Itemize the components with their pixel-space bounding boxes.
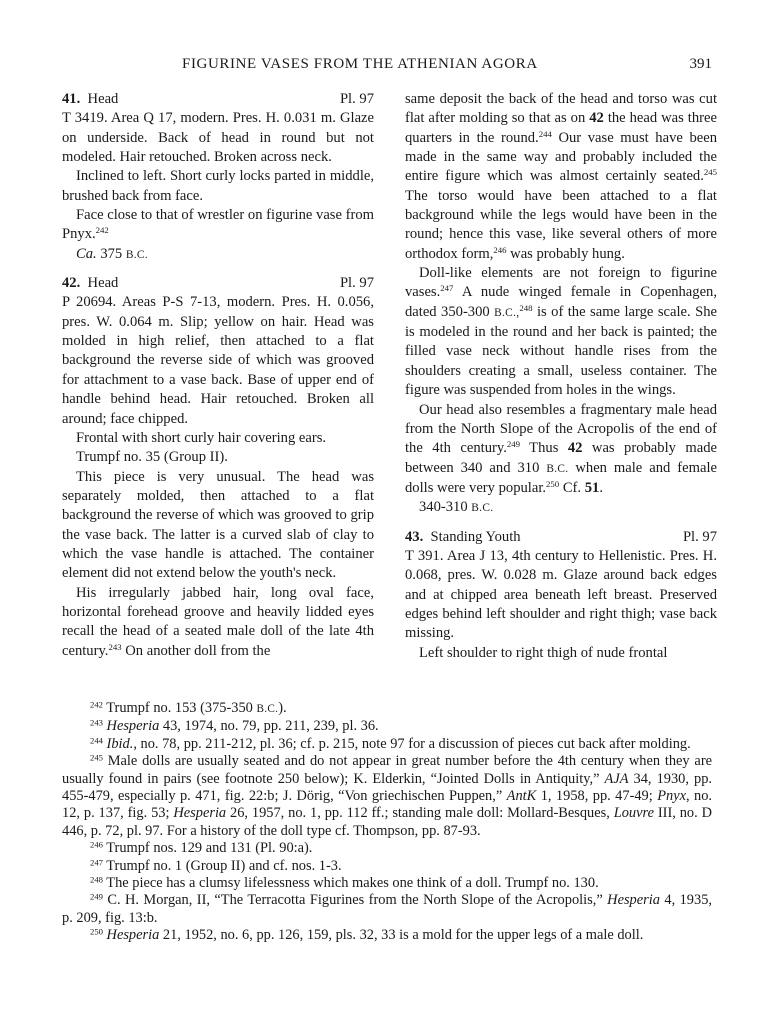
entry-42-continued-paragraph: same deposit the back of the head and torso was cut flat after molding so that as on 42 the head was three quarters in the round.$^{244}$ Our vase must have been made in the same way and probably included the entire figure which was almost certainly seated.$^{245}$ The torso would have been attached to a flat background while the legs would have been in the round; hence this vase, like several others of more orthodox form,$^{246}$ was probably hung. [405,91,717,262]
footnote-245: $^{245}$ Male dolls are usually seated and do not appear in great number before the 4th century when they are usually found in pairs (see footnote 250 below); K. Elderkin, “Jointed Dolls in Antiquity,” AJA 34, 1930, pp. 455-479, especially p. 471, fig. 22:b; J. Dörig, “Von griechischen Puppen,” AntK 1, 1958, pp. 47-49; Pnyx, no. 12, p. 137, fig. 53; Hesperia 26, 1957, no. 1, pp. 112 ff.; standing male doll: Mollard-Besques, Louvre III, no. D 446, p. 72, pl. 97. For a history of the doll type cf. Thompson, pp. 87-93. [62,752,712,839]
entry-43-description: T 391. Area J 13, 4th century to Hellenistic. Pres. H. 0.068, pres. W. 0.028 m. Glaze around back edges and at chipped area beneath left breast. Preserved edges behind left shoulder and right thigh; vase back missing. [405,547,717,642]
entry-42-paragraph: Our head also resembles a fragmentary male head from the North Slope of the Acropolis of the end of the 4th century.$^{249}$ Thus 42 was probably made between 340 and 310 B.C. when male and female dolls were very popular.$^{250}$ Cf. 51. [405,401,717,496]
entry-42-paragraph: Frontal with short curly hair covering ears. [76,429,327,446]
plate-reference: Pl. 97 [339,275,374,292]
footnote-248: $^{248}$ The piece has a clumsy lifelessness which makes one think of a doll. Trumpf no. 130. [90,874,599,892]
footnote-ref: 243 [108,641,122,652]
entry-42-paragraph: His irregularly jabbed hair, long oval face, horizontal forehead groove and heavily lidded eyes recall the head of a seated male doll of the late 4th century.$^{243}$ On another doll from the [62,584,374,659]
footnote-244: $^{244}$ Ibid., no. 78, pp. 211-212, pl. 36; cf. p. 215, note 97 for a discussion of pieces cut back after molding. [90,735,691,752]
entry-41-paragraph: Face close to that of wrestler on figurine vase from Pnyx.$^{242}$ [62,207,374,243]
entry-41-description: T 3419. Area Q 17, modern. Pres. H. 0.031 m. Glaze on underside. Back of head in round but not modeled. Hair retouched. Broken across neck. [62,110,374,166]
footnote-246: $^{246}$ Trumpf nos. 129 and 131 (Pl. 90:a). [90,839,313,857]
footnote-ref: 247 [440,283,454,294]
footnote-ref: 244 [538,128,552,139]
footnote-ref: 242 [95,225,109,236]
entry-41-heading [62,90,374,109]
cross-reference: 42 [589,110,604,127]
entry-title: Head [87,91,119,107]
entry-42-paragraph: Trumpf no. 35 (Group II). [76,449,228,466]
entry-number: 41. [62,91,81,107]
entry-42-paragraph: Doll-like elements are not foreign to figurine vases.$^{247}$ A nude winged female in Copenhagen, dated 350-300 B.C.,$^{248}$ is of the same large scale. She is modeled in the round and her back is painted; the filled vase neck without handle rises from the shoulders creating a small, useless container. The figure was suspended from holes in the wings. [405,265,717,399]
footnote-247: $^{247}$ Trumpf no. 1 (Group II) and cf. nos. 1-3. [90,856,342,874]
entry-number: 43. [405,528,424,545]
entry-43-heading [405,528,717,547]
footnote-ref: 246 [493,244,507,255]
entry-41-date: Ca. 375 B.C. [76,245,148,262]
page-number: 391 [689,56,712,72]
footnote-242: $^{242}$ Trumpf no. 153 (375-350 B.C.). [90,699,287,716]
footnote-249: $^{249}$ C. H. Morgan, II, “The Terracotta Figurines from the North Slope of the Acropolis,” Hesperia 4, 1935, p. 209, fig. 13:b. [62,891,712,926]
footnote-ref: 249 [506,439,520,450]
page-header [62,56,712,80]
cross-reference: 42 [567,440,583,457]
entry-title: Standing Youth [430,528,521,545]
entry-number: 42. [62,275,81,292]
right-column [405,90,717,663]
footnotes [62,700,712,945]
left-column [62,90,374,661]
entry-41-paragraph: Inclined to left. Short curly locks parted in middle, brushed back from face. [62,168,374,204]
footnote-250: $^{250}$ Hesperia 21, 1952, no. 6, pp. 126, 159, pls. 32, 33 is a mold for the upper legs of a male doll. [90,926,644,944]
entry-42-heading [62,274,374,293]
plate-reference: Pl. 97 [339,91,374,107]
footnote-ref: 245 [703,167,717,178]
entry-title: Head [87,275,119,292]
footnote-ref: 250 [546,479,560,490]
entry-43-paragraph: Left shoulder to right thigh of nude frontal [419,644,668,661]
plate-reference: Pl. 97 [682,528,717,545]
cross-reference: 51 [584,479,600,496]
running-title: FIGURINE VASES FROM THE ATHENIAN AGORA [182,56,538,72]
footnote-ref: 248 [519,302,533,313]
footnote-243: $^{243}$ Hesperia 43, 1974, no. 79, pp. 211, 239, pl. 36. [90,717,379,735]
entry-42-paragraph: This piece is very unusual. The head was separately molded, then attached to a flat background the reverse of which was grooved to grip the vase back. The latter is a curved slab of clay to which the vase handle is attached. The container element did not extend below the youth's neck. [62,468,374,582]
entry-42-date: 340-310 B.C. [419,499,494,516]
entry-42-description: P 20694. Areas P-S 7-13, modern. Pres. H. 0.056, pres. W. 0.064 m. Slip; yellow on hair. Head was molded in high relief, then attached to a flat background the reverse side of which was grooved for attachment to a vase back. Base of upper end of handle behind head. Hair retouched. Broken all around; face chipped. [62,294,374,427]
